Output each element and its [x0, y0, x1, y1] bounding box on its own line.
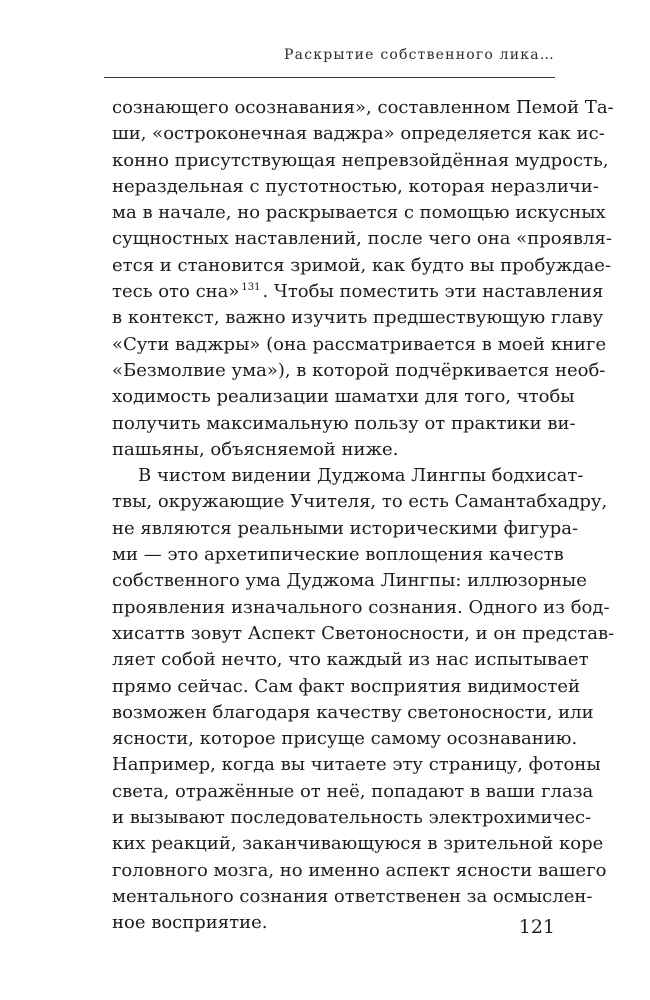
text-line: «Безмолвие ума»), в которой подчёркивается необ- — [112, 359, 606, 381]
text-line: ши, «остроконечная ваджра» определяется как ис- — [112, 123, 605, 145]
text-line: прямо сейчас. Сам факт восприятия видимостей — [112, 675, 580, 697]
text-line: сущностных наставлений, после чего она «проявля- — [112, 228, 612, 250]
text-line: Например, когда вы читаете эту страницу, фотоны — [112, 754, 601, 776]
text-line: пашьяны, объясняемой ниже. — [112, 438, 399, 460]
text-line: возможен благодаря качеству светоносности, или — [112, 701, 594, 723]
text-line: не являются реальными историческими фигура- — [112, 517, 579, 539]
text-line: получить максимальную пользу от практики ви- — [112, 412, 576, 434]
text-line: головного мозга, но именно аспект ясности вашего — [112, 859, 607, 881]
running-header: Раскрытие собственного лика… — [284, 47, 555, 63]
text-line: ми — это архетипические воплощения качеств — [112, 544, 564, 566]
text-line: «Сути ваджры» (она рассматривается в моей книге — [112, 333, 607, 355]
text-line: нераздельная с пустотностью, которая неразличи- — [112, 175, 599, 197]
text-line: ких реакций, заканчивающуюся в зрительной коре — [112, 833, 604, 855]
text-line: конно присутствующая непревзойдённая мудрость, — [112, 149, 609, 171]
text-line: хисаттв зовут Аспект Светоносности, и он представ- — [112, 622, 615, 644]
text-line: ное восприятие. — [112, 912, 268, 934]
header-rule — [104, 77, 555, 78]
text-segment: . Чтобы поместить эти наставления — [262, 281, 604, 303]
text-line: света, отражённые от неё, попадают в ваши глаза — [112, 780, 594, 802]
text-line: ясности, которое присуще самому осознаванию. — [112, 728, 578, 750]
text-line: проявления изначального сознания. Одного из бод- — [112, 596, 610, 618]
paragraph-2 — [112, 463, 615, 936]
text-line: собственного ума Дуджома Лингпы: иллюзорные — [112, 570, 587, 592]
body-text — [112, 95, 615, 937]
text-line: и вызывают последовательность электрохимичес- — [112, 807, 592, 829]
text-line: ляет собой нечто, что каждый из нас испытывает — [112, 649, 589, 671]
text-line-with-footnote — [112, 279, 604, 305]
text-line: ментального сознания ответственен за осмыслен- — [112, 885, 593, 907]
text-line: твы, окружающие Учителя, то есть Самантабхадру, — [112, 491, 608, 513]
paragraph-1 — [112, 95, 614, 463]
text-line: ется и становится зримой, как будто вы пробуждае- — [112, 254, 612, 276]
text-line: ходимость реализации шаматхи для того, чтобы — [112, 386, 575, 408]
text-segment: тесь ото сна» — [112, 281, 240, 303]
page-number: 121 — [518, 916, 555, 938]
text-line: В чистом видении Дуджома Лингпы бодхисат- — [138, 465, 584, 487]
text-line: ма в начале, но раскрывается с помощью искусных — [112, 202, 606, 224]
footnote-reference: 131 — [241, 282, 261, 294]
text-line: сознающего осознавания», составленном Пемой Та- — [112, 97, 614, 118]
text-line: в контекст, важно изучить предшествующую главу — [112, 307, 604, 329]
